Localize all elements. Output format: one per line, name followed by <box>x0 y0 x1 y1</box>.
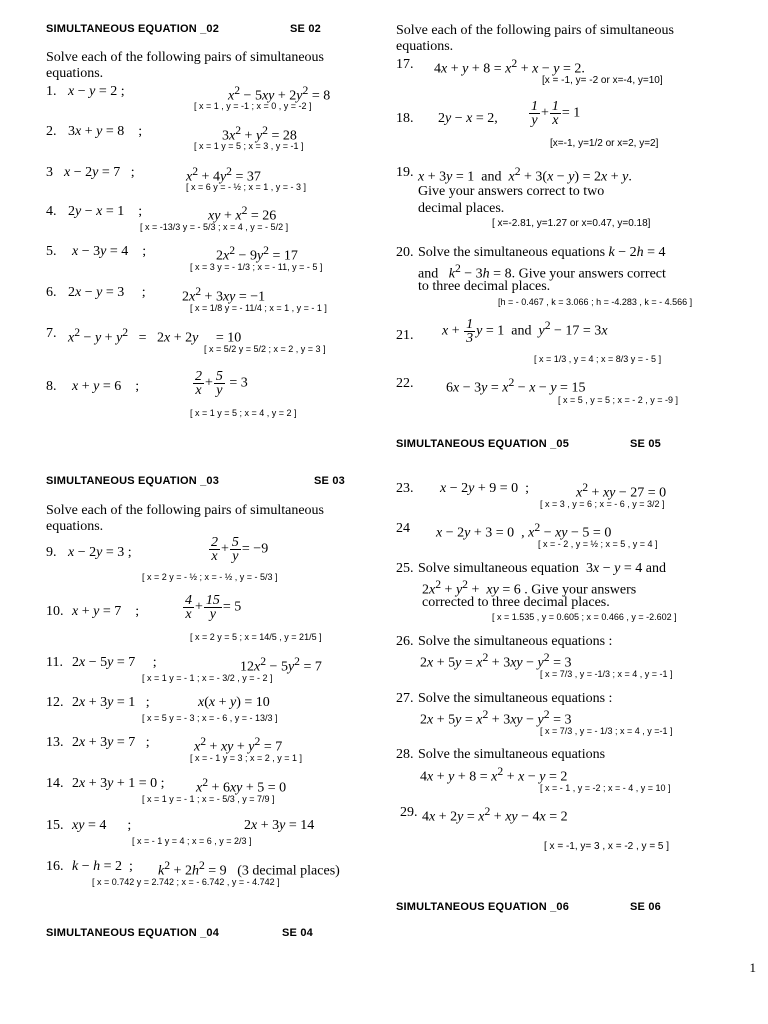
section-code: SE 04 <box>282 927 313 939</box>
question-number: 26. <box>396 634 414 649</box>
section-heading-se02 <box>46 23 376 35</box>
tail-text: . Give your answers <box>524 582 637 598</box>
equation-pair: $4x + y + 8 = x^2 + x - y = 2$. <box>434 57 585 77</box>
question-number: 23. <box>396 481 414 496</box>
answer-18: [x=-1, y=1/2 or x=2, y=2] <box>550 138 659 149</box>
question-number: 22. <box>396 376 414 391</box>
equation-linear: 2y − x = 2, <box>438 111 498 126</box>
answer-21: [ x = 1/3 , y = 4 ; x = 8/3 y = - 5 ] <box>534 354 662 364</box>
equation-quadratic: $12x^2 - 5y^2 = 7$ <box>240 655 322 675</box>
question-number: 5. <box>46 244 57 259</box>
question-number: 10. <box>46 604 64 619</box>
equation-linear: 2x + 3y = 7 ; <box>72 735 150 750</box>
equation-first: $x^2 - y + y^2 = 2x + 2y$ = 10 <box>68 326 242 346</box>
question-number: 19. <box>396 165 414 180</box>
section-title: SIMULTANEOUS EQUATION _04 <box>46 927 220 939</box>
section-title: SIMULTANEOUS EQUATION _03 <box>46 475 220 487</box>
equation-linear: k − h = 2 ; <box>72 859 133 874</box>
equation-fractional: $\frac{2}{x}$ + $\frac{5}{y}$ = 3 <box>195 369 248 398</box>
equation-linear: x − 2y = 7 ; <box>64 165 135 180</box>
and-word: and <box>418 266 439 282</box>
question-number: 7. <box>46 326 57 341</box>
question-number: 6. <box>46 285 57 300</box>
answer-26: [ x = 7/3 , y = -1/3 ; x = 4 , y = -1 ] <box>540 669 673 679</box>
answer-20: [h = - 0.467 , k = 3.066 ; h = -4.283 , k = - 4.566 ] <box>498 297 693 307</box>
equation-fractional: $\frac{2}{x}$ + $\frac{5}{y}$ = −9 <box>211 535 269 564</box>
question-number: 20. <box>396 245 414 260</box>
equation-linear: 2y − x = 1 ; <box>68 204 143 219</box>
answer-28: [ x = - 1 , y = -2 ; x = - 4 , y = 10 ] <box>540 783 671 793</box>
equation-quadratic: $3x^2 + y^2 = 28$ <box>222 124 297 144</box>
equation-fractional: $\frac{4}{x}$ + $\frac{15}{y}$ = 5 <box>185 593 242 622</box>
section-title: SIMULTANEOUS EQUATION _02 <box>46 23 220 35</box>
equation-quadratic: xy + $x^2 = 26$ <box>208 204 277 224</box>
question-number: 27. <box>396 691 414 706</box>
equation-quadratic: x(x + y) = 10 <box>198 695 270 710</box>
equation-pair: $4x + 2y = x^2$ + xy − 4x = 2 <box>422 805 568 825</box>
section-code: SE 03 <box>314 475 345 487</box>
question-number: 25. <box>396 561 414 576</box>
question-number: 15. <box>46 818 64 833</box>
lead-text: Solve the simultaneous equations <box>418 245 606 260</box>
equation-pair: x − 2y + 3 = 0 , $x^2$ − xy − 5 = 0 <box>436 521 612 541</box>
answer-10: [ x = 2 y = 5 ; x = 14/5 , y = 21/5 ] <box>190 632 322 642</box>
equation-pair: x + 3y = 1 and $x^2 + 3(x - y) = 2x + y$. <box>418 165 632 185</box>
answer-9: [ x = 2 y = - ½ ; x = - ½ , y = - 5/3 ] <box>142 572 278 582</box>
section-heading-se03 <box>46 475 376 487</box>
instruction-line: decimal places. <box>418 201 505 216</box>
answer-4: [ x = -13/3 y = - 5/3 ; x = 4 , y = - 5/2 ] <box>140 222 289 232</box>
question-number: 14. <box>46 776 64 791</box>
equation-fractional: $\frac{1}{y}$ + $\frac{1}{x}$ = 1 <box>531 99 581 128</box>
question-number: 24 <box>396 521 410 536</box>
equation-linear: 3x + y = 8 ; <box>68 124 143 139</box>
equation-quadratic: $2x^2 + 3xy = -1$ <box>182 285 266 305</box>
and-word: and <box>481 169 502 185</box>
instructions: Solve each of the following pairs of simultaneous equations. <box>396 23 674 54</box>
lead-text: Solve the simultaneous equations : <box>418 634 613 649</box>
question-number: 12. <box>46 695 64 710</box>
question-number: 2. <box>46 124 57 139</box>
answer-27: [ x = 7/3 , y = - 1/3 ; x = 4 , y =-1 ] <box>540 726 673 736</box>
equation-linear: x − y = 2 ; <box>68 84 125 99</box>
equation-linear: x + y = 7 ; <box>72 604 140 619</box>
equation-linear: x − 2y = 3 ; <box>68 545 132 560</box>
question-25-line-2: $2x^2 + y^2$ + xy = 6 . Give your answers <box>422 578 637 598</box>
page-number: 1 <box>749 960 756 975</box>
equation-pair: $2x + 5y = x^2 + 3xy - y^2 = 3$ <box>420 708 572 728</box>
answer-17: [x = -1, y= -2 or x=-4, y=10] <box>542 75 663 86</box>
section-code: SE 05 <box>630 438 661 450</box>
equation-quadratic: $x^2 + 4y^2 = 37$ <box>186 165 261 185</box>
equation-linear: 2x + 3y = 14 <box>244 818 315 833</box>
equation-quadratic: $x^2$ + xy − 27 = 0 <box>576 481 667 501</box>
answer-24: [ x = - 2 , y = ½ ; x = 5 , y = 4 ] <box>538 539 658 549</box>
lead-text: Solve the simultaneous equations : <box>418 691 613 706</box>
equation-pair: x + $\frac{1}{3}$ y = 1 and $y^2 - 17 = 3x$ <box>442 317 608 346</box>
section-code: SE 06 <box>630 901 661 913</box>
equation-quadratic: $2x^2 - 9y^2 = 17$ <box>216 244 298 264</box>
section-title: SIMULTANEOUS EQUATION _06 <box>396 901 570 913</box>
equation-quadratic: $x^2$ + xy + $y^2 = 7$ <box>194 735 283 755</box>
question-number: 11. <box>46 655 63 670</box>
question-number: 21. <box>396 328 414 343</box>
instruction-line: Give your answers correct to two <box>418 184 605 199</box>
question-number: 1. <box>46 84 57 99</box>
question-number: 18. <box>396 111 414 126</box>
equation-linear: x + y = 6 ; <box>72 379 140 394</box>
question-number: 16. <box>46 859 64 874</box>
answer-23: [ x = 3 , y = 6 ; x = - 6 , y = 3/2 ] <box>540 499 665 509</box>
equation-pair: $4x + y + 8 = x^2 + x - y = 2$ <box>420 765 568 785</box>
answer-6: [ x = 1/8 y = - 11/4 ; x = 1 , y = - 1 ] <box>190 303 327 313</box>
lead-text: Solve simultaneous equation <box>418 561 579 576</box>
equation-quadratic: $k^2 + 2h^2 = 9$ (3 decimal places) <box>158 859 340 879</box>
lead-text: Solve the simultaneous equations <box>418 747 606 762</box>
answer-1: [ x = 1 , y = -1 ; x = 0 , y = -2 ] <box>194 101 312 111</box>
answer-29: [ x = -1, y= 3 , x = -2 , y = 5 ] <box>544 841 670 852</box>
section-title: SIMULTANEOUS EQUATION _05 <box>396 438 570 450</box>
section-heading-se04 <box>46 927 376 939</box>
answer-19: [ x=-2.81, y=1.27 or x=0.47, y=0.18] <box>492 218 651 229</box>
answer-15: [ x = - 1 y = 4 ; x = 6 , y = 2/3 ] <box>132 836 252 846</box>
question-number: 4. <box>46 204 57 219</box>
answer-2: [ x = 1 y = 5 ; x = 3 , y = -1 ] <box>194 141 304 151</box>
instruction-line: corrected to three decimal places. <box>422 595 610 610</box>
and-word: and <box>511 323 532 339</box>
answer-3: [ x = 6 y = - ½ ; x = 1 , y = - 3 ] <box>186 182 307 192</box>
answer-7: [ x = 5/2 y = 5/2 ; x = 2 , y = 3 ] <box>204 344 326 354</box>
tail-text: . Give your answers correct <box>511 266 666 282</box>
equation-linear: 2x + 3y + 1 = 0 ; <box>72 776 165 791</box>
equation-pair: Solve the simultaneous equations k − 2h = 4 <box>418 245 666 260</box>
equation-quadratic: $x^2 + 6xy + 5 = 0$ <box>196 776 287 796</box>
precision-note: (3 decimal places) <box>237 863 340 879</box>
question-number: 17. <box>396 57 414 72</box>
equation-linear: 2x − y = 3 ; <box>68 285 146 300</box>
question-number: 8. <box>46 379 57 394</box>
section-heading-se06 <box>396 901 726 913</box>
answer-22: [ x = 5 , y = 5 ; x = - 2 , y = -9 ] <box>558 395 679 405</box>
equation-first: xy = 4 ; <box>72 818 132 833</box>
equation-quadratic: $x^2 - 5xy + 2y^2 = 8$ <box>228 84 331 104</box>
answer-5: [ x = 3 y = - 1/3 ; x = - 11, y = - 5 ] <box>190 262 323 272</box>
question-number: 29. <box>400 805 418 820</box>
equation-pair: Solve simultaneous equation 3x − y = 4 and <box>418 561 666 576</box>
equation-pair: $6x - 3y = x^2 - x - y = 15$ <box>446 376 586 396</box>
answer-8: [ x = 1 y = 5 ; x = 4 , y = 2 ] <box>190 408 297 418</box>
question-20-line-2: and $k^2 - 3h = 8$. Give your answers correct <box>418 262 666 282</box>
section-heading-se05 <box>396 438 726 450</box>
question-number: 13. <box>46 735 64 750</box>
equation-linear: x − 3y = 4 ; <box>72 244 147 259</box>
question-number: 3 <box>46 165 53 180</box>
section-code: SE 02 <box>290 23 321 35</box>
answer-11: [ x = 1 y = - 1 ; x = - 3/2 , y = - 2 ] <box>142 673 273 683</box>
instructions: Solve each of the following pairs of simultaneous equations. <box>46 503 324 534</box>
question-number: 9. <box>46 545 57 560</box>
equation-pair: $2x + 5y = x^2 + 3xy - y^2 = 3$ <box>420 651 572 671</box>
equation-linear: 2x + 3y = 1 ; <box>72 695 150 710</box>
instructions: Solve each of the following pairs of simultaneous equations. <box>46 50 324 81</box>
answer-12: [ x = 5 y = - 3 ; x = - 6 , y = - 13/3 ] <box>142 713 278 723</box>
equation-linear: x − 2y + 9 = 0 ; <box>440 481 530 496</box>
and-word: and <box>645 561 666 576</box>
equation-linear: 2x − 5y = 7 ; <box>72 655 157 670</box>
answer-25: [ x = 1.535 , y = 0.605 ; x = 0.466 , y = -2.602 ] <box>492 612 677 622</box>
answer-14: [ x = 1 y = - 1 ; x = - 5/3 , y = 7/9 ] <box>142 794 275 804</box>
instruction-line: to three decimal places. <box>418 279 551 294</box>
answer-13: [ x = - 1 y = 3 ; x = 2 , y = 1 ] <box>190 753 303 763</box>
answer-16: [ x = 0.742 y = 2.742 ; x = - 6.742 , y = - 4.742 ] <box>92 877 280 887</box>
question-number: 28. <box>396 747 414 762</box>
